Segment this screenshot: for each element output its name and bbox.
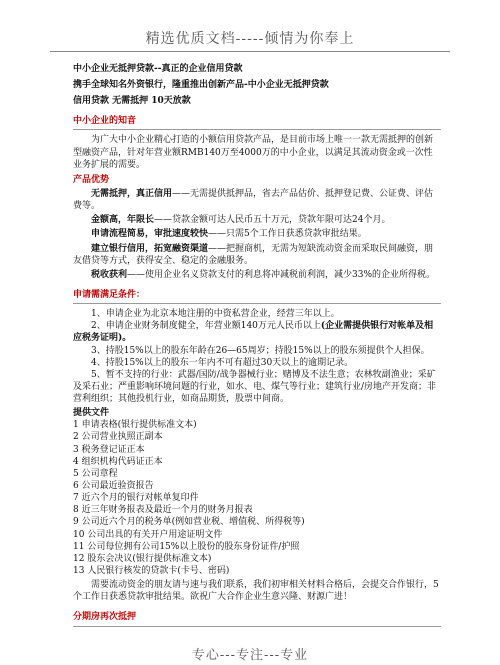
files-heading: 提供文件 — [73, 408, 110, 419]
closing-paragraph: 需要流动资金的朋友请与速与我们联系，我们初审相关材料合格后，会提交合作银行，5个工作日获悉贷款审批结果。欲祝广大合作企业生意兴隆、财源广进！ — [73, 580, 439, 603]
advantage-title: 无需抵押，真正信用 — [91, 188, 173, 199]
section-heading-mortgage: 分期房再次抵押 — [73, 611, 441, 626]
file-item: 12 股东会决议(银行提供标准文本) — [73, 553, 212, 564]
page-header: 精选优质文档-----倾情为你奉上 — [145, 31, 355, 47]
advantages-heading: 产品优势 — [73, 174, 110, 185]
advantage-title: 税收获利 — [91, 269, 128, 280]
advantage-title: 建立银行信用，拓宽融资渠道 — [91, 243, 209, 254]
title-line: 信用贷款 无需抵押 10天放款 — [73, 95, 191, 106]
section-heading-conditions: 申请需满足条件： — [73, 289, 441, 304]
title-line: 携手全球知名外资银行，隆重推出创新产品-中小企业无抵押贷款 — [73, 79, 329, 90]
advantage-text: ——无需提供抵押品，省去产品估价、抵押登记费、公证费、评估费等。 — [73, 188, 434, 212]
page-footer: 专心---专注---专业 — [191, 648, 309, 663]
file-item: 6 公司最近验资报告 — [73, 481, 154, 492]
condition-text: 2、申请企业财务制度健全，年营业额140万元人民币以上 — [91, 321, 321, 332]
file-item: 1 申请表格(银行提供标准文本) — [73, 420, 197, 431]
advantage-text: ——使用企业名义贷款支付的利息将冲减税前利润，减少33%的企业所得税。 — [127, 269, 436, 280]
condition-item — [73, 357, 441, 369]
condition-item — [73, 308, 441, 320]
condition-text: 5、暂不支持的行业：武器/国防/战争器械行业；赌博及不法生意；农林牧副渔业；采矿及采石业；严重影响环境问题的行业，如水、电、煤气等行业；建筑行业/房地产开发商；非营利组织；其他投机行业，如商品期货，股票中间商。 — [73, 369, 437, 405]
file-item: 4 组织机构代码证正本 — [73, 456, 163, 467]
condition-text: 3、持股15%以上的股东年龄在26—65周岁；持股15%以上的股东须提供个人担保。 — [91, 345, 430, 356]
condition-item — [73, 320, 441, 344]
advantage-title: 金额高，年限长 — [91, 215, 155, 226]
header-divider — [50, 51, 450, 52]
section-heading-knowledge: 中小企业的知音 — [73, 115, 441, 130]
advantage-item — [73, 214, 441, 226]
condition-text: 1、申请企业为北京本地注册的中资私营企业，经营三年以上。 — [91, 309, 340, 320]
document-body — [73, 62, 441, 627]
advantage-item — [73, 243, 441, 267]
file-item: 5 公司章程 — [73, 468, 118, 479]
advantage-item — [73, 269, 441, 281]
file-item: 8 近三年财务报表及最近一个月的财务月报表 — [73, 505, 253, 516]
advantage-text: ——把握商机，无需为短缺流动资金而采取民间融资，朋友借贷等方式，获得安全、稳定的金融服务。 — [73, 243, 434, 266]
condition-text: 4、持股15%以上的股东一年内不可有超过30天以上的逾期记录。 — [91, 357, 354, 368]
title-block — [73, 62, 441, 109]
condition-item — [73, 369, 441, 405]
condition-item — [73, 345, 441, 357]
intro-paragraph: 为广大中小企业精心打造的小额信用贷款产品，是目前市场上唯一一款无需抵押的创新型融资产品，针对年营业额RMB140万至4000万的中小企业，以满足其流动资金或一次性业务扩展的需要。 — [73, 135, 434, 170]
file-item: 11 公司每位拥有公司15%以上股份的股东身份证件/护照 — [73, 541, 300, 552]
file-item: 7 近六个月的银行对帐单复印件 — [73, 493, 199, 504]
file-item: 10 公司出具的有关开户用途证明文件 — [73, 529, 223, 540]
advantage-text: ——贷款金额可达人民币五十万元，贷款年限可达24个月。 — [154, 215, 391, 226]
file-item: 9 公司近六个月的税务单(例如营业税、增值税、所得税等) — [73, 517, 305, 528]
title-line: 中小企业无抵押贷款--真正的企业信用贷款 — [73, 64, 243, 74]
file-item: 2 公司营业执照正副本 — [73, 432, 163, 443]
condition-note: (企业需提供银行对帐单及相应税务证明)。 — [73, 321, 434, 344]
file-item: 13 人民银行核发的贷款卡(卡号、密码) — [73, 566, 230, 577]
file-item: 3 税务登记证正本 — [73, 444, 145, 455]
advantage-text: ——只需5个工作日获悉贷款审批结果。 — [208, 229, 367, 240]
advantage-item — [73, 228, 441, 240]
advantage-title: 申请流程简易，审批速度较快 — [91, 229, 209, 240]
advantage-item — [73, 188, 441, 212]
